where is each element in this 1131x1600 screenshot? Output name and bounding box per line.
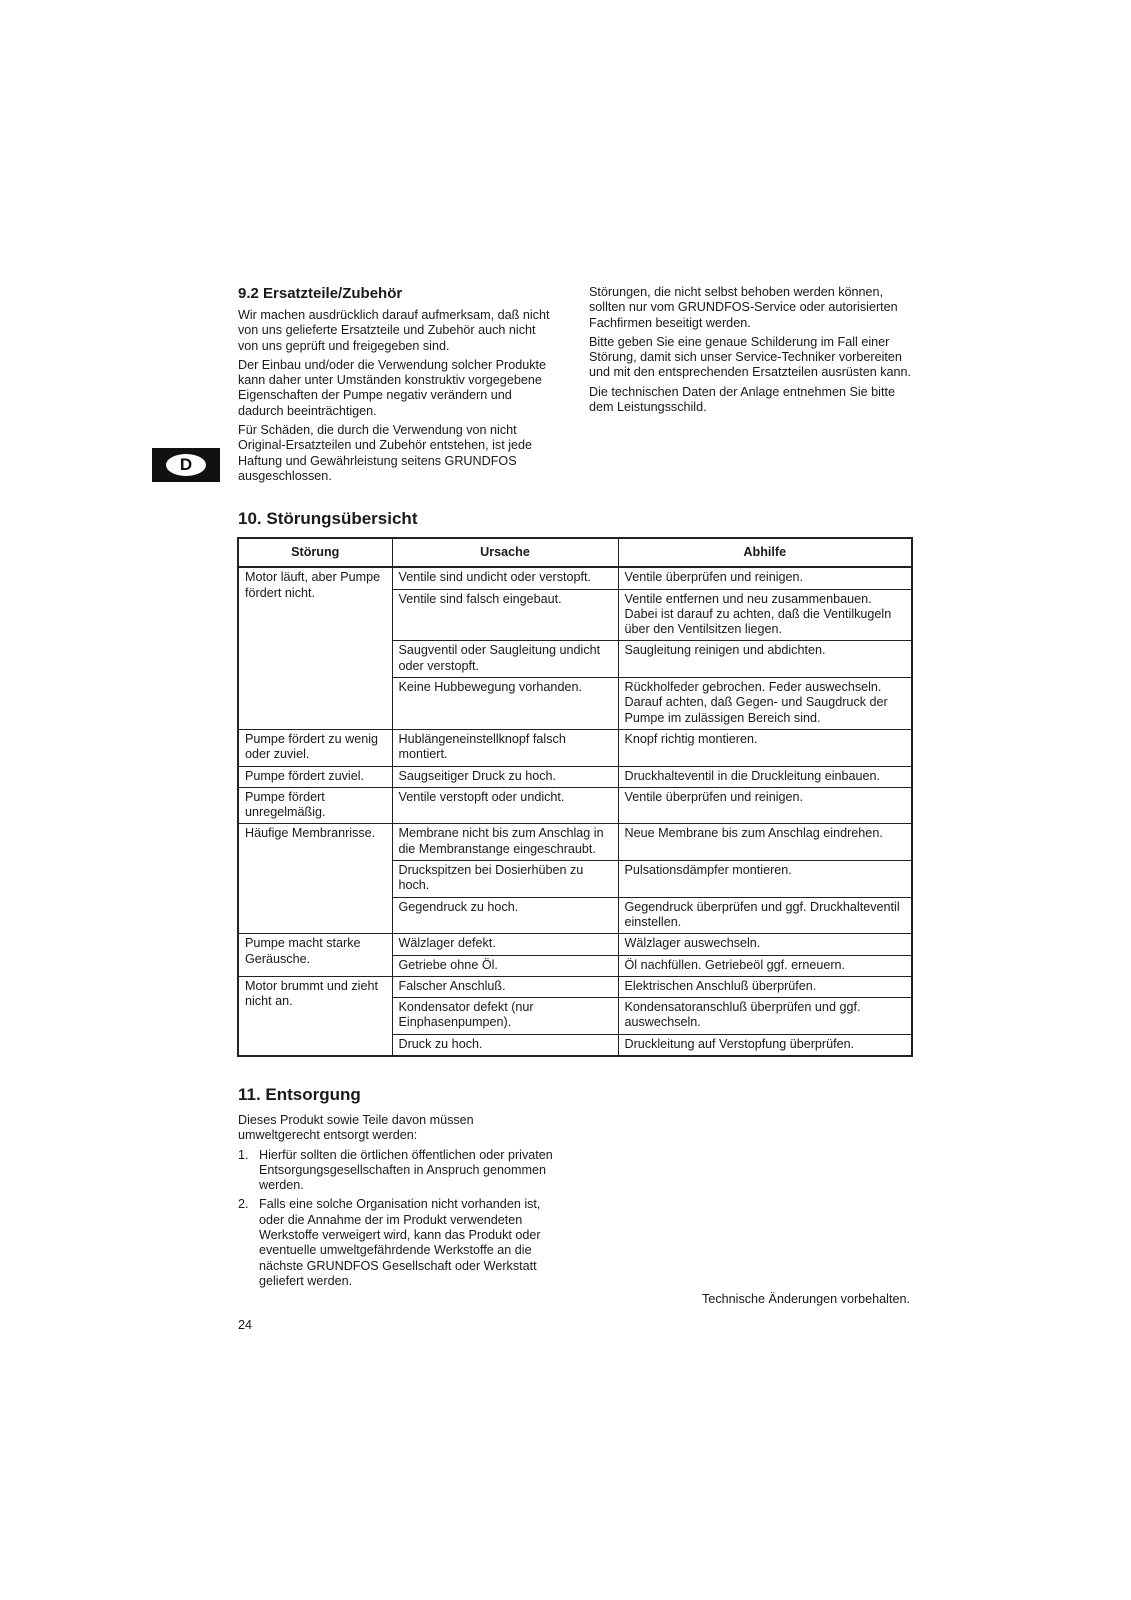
column-header-ursache: Ursache (392, 538, 618, 567)
cell-abhilfe: Druckleitung auf Verstopfung überprüfen. (618, 1034, 912, 1056)
section-11-heading: 11. Entsorgung (238, 1085, 361, 1104)
section-9-2-heading: 9.2 Ersatzteile/Zubehör (238, 285, 403, 302)
cell-abhilfe: Neue Membrane bis zum Anschlag eindrehen. (618, 824, 912, 861)
cell-abhilfe: Pulsationsdämpfer montieren. (618, 861, 912, 898)
column-header-abhilfe: Abhilfe (618, 538, 912, 567)
cell-abhilfe: Druckhalteventil in die Druckleitung einbauen. (618, 766, 912, 787)
cell-abhilfe: Wälzlager auswechseln. (618, 934, 912, 955)
cell-abhilfe: Ventile überprüfen und reinigen. (618, 567, 912, 589)
section-11-body (238, 1113, 558, 1293)
table-row (238, 787, 912, 824)
list-item-text: Hierfür sollten die örtlichen öffentlichen oder privaten Entsorgungsgesellschaften in Anspruch genommen werden. (259, 1147, 553, 1193)
cell-ursache: Falscher Anschluß. (392, 976, 618, 997)
paragraph: Für Schäden, die durch die Verwendung von nicht Original-Ersatzteilen und Zubehör entstehen, ist jede Haftung und Gewährleistung seitens GRUNDFOS ausgeschlossen. (238, 423, 533, 483)
cell-ursache: Druckspitzen bei Dosierhüben zu hoch. (392, 861, 618, 898)
table-header-row (238, 538, 912, 567)
cell-abhilfe: Ventile entfernen und neu zusammenbauen. Dabei ist darauf zu achten, daß die Ventilkugeln über den Ventilsitzen liegen. (618, 589, 912, 641)
list-item (238, 1197, 558, 1289)
cell-ursache: Ventile sind falsch eingebaut. (392, 589, 618, 641)
cell-ursache: Wälzlager defekt. (392, 934, 618, 955)
table-row (238, 934, 912, 955)
cell-stoerung: Pumpe macht starke Geräusche. (238, 934, 392, 977)
paragraph: Dieses Produkt sowie Teile davon müssen umweltgerecht entsorgt werden: (238, 1113, 474, 1143)
table-row (238, 766, 912, 787)
section-9-2-left (238, 285, 558, 488)
cell-abhilfe: Elektrischen Anschluß überprüfen. (618, 976, 912, 997)
cell-stoerung: Pumpe fördert zu wenig oder zuviel. (238, 729, 392, 766)
table-row (238, 824, 912, 861)
list-item-text: Falls eine solche Organisation nicht vorhanden ist, oder die Annahme der im Produkt verwendeten Werkstoffe verweigert wird, kann das Produkt oder eventuelle umweltgefährdende Werkstoffe an die nächste GRUNDFOS Gesellschaft oder Werkstatt geliefert werden. (259, 1197, 541, 1288)
list-item-number: 1. (238, 1147, 249, 1162)
language-badge (152, 448, 220, 482)
section-10-heading: 10. Störungsübersicht (238, 509, 418, 528)
list-item (238, 1148, 558, 1194)
cell-ursache: Membrane nicht bis zum Anschlag in die Membranstange eingeschraubt. (392, 824, 618, 861)
cell-stoerung: Häufige Membranrisse. (238, 824, 392, 934)
cell-ursache: Ventile verstopft oder undicht. (392, 787, 618, 824)
troubleshooting-table (237, 537, 913, 1057)
cell-abhilfe: Knopf richtig montieren. (618, 729, 912, 766)
cell-ursache: Kondensator defekt (nur Einphasenpumpen). (392, 998, 618, 1035)
cell-abhilfe: Rückholfeder gebrochen. Feder auswechseln. Darauf achten, daß Gegen- und Saugdruck der Pumpe im zulässigen Bereich sind. (618, 678, 912, 730)
cell-ursache: Hublängeneinstellknopf falsch montiert. (392, 729, 618, 766)
cell-abhilfe: Gegendruck überprüfen und ggf. Druckhalteventil einstellen. (618, 897, 912, 934)
cell-stoerung: Motor brummt und zieht nicht an. (238, 976, 392, 1056)
language-badge-label: D (166, 454, 206, 476)
cell-ursache: Druck zu hoch. (392, 1034, 618, 1056)
disposal-list (238, 1148, 558, 1290)
cell-ursache: Gegendruck zu hoch. (392, 897, 618, 934)
cell-ursache: Keine Hubbewegung vorhanden. (392, 678, 618, 730)
cell-ursache: Getriebe ohne Öl. (392, 955, 618, 976)
cell-ursache: Saugseitiger Druck zu hoch. (392, 766, 618, 787)
paragraph: Störungen, die nicht selbst behoben werden können, sollten nur vom GRUNDFOS-Service oder autorisierten Fachfirmen beseitigt werden. (589, 285, 898, 330)
paragraph: Bitte geben Sie eine genaue Schilderung im Fall einer Störung, damit sich unser Service-Techniker vorbereiten und mit den entsprechenden Ersatzteilen ausrüsten kann. (589, 334, 912, 380)
paragraph: Der Einbau und/oder die Verwendung solcher Produkte kann daher unter Umständen konstruktiv vorgegebene Eigenschaften der Pumpe negativ verändern und dadurch beeinträchtigen. (238, 357, 547, 418)
cell-ursache: Ventile sind undicht oder verstopft. (392, 567, 618, 589)
table-row (238, 976, 912, 997)
cell-stoerung: Pumpe fördert zuviel. (238, 766, 392, 787)
paragraph: Die technischen Daten der Anlage entnehmen Sie bitte dem Leistungsschild. (589, 384, 895, 415)
column-header-stoerung: Störung (238, 538, 392, 567)
cell-ursache: Saugventil oder Saugleitung undicht oder verstopft. (392, 641, 618, 678)
cell-abhilfe: Ventile überprüfen und reinigen. (618, 787, 912, 824)
paragraph: Wir machen ausdrücklich darauf aufmerksam, daß nicht von uns gelieferte Ersatzteile und Zubehör auch nicht von uns geprüft und freigegeben sind. (238, 308, 550, 353)
cell-stoerung: Motor läuft, aber Pumpe fördert nicht. (238, 567, 392, 729)
cell-abhilfe: Saugleitung reinigen und abdichten. (618, 641, 912, 678)
list-item-number: 2. (238, 1197, 249, 1212)
table-row (238, 567, 912, 589)
cell-abhilfe: Kondensatoranschluß überprüfen und ggf. auswechseln. (618, 998, 912, 1035)
cell-abhilfe: Öl nachfüllen. Getriebeöl ggf. erneuern. (618, 955, 912, 976)
cell-stoerung: Pumpe fördert unregelmäßig. (238, 787, 392, 824)
table-row (238, 729, 912, 766)
page-number: 24 (238, 1318, 253, 1332)
section-9-2-right (589, 285, 919, 419)
footer-note: Technische Änderungen vorbehalten. (702, 1292, 910, 1306)
